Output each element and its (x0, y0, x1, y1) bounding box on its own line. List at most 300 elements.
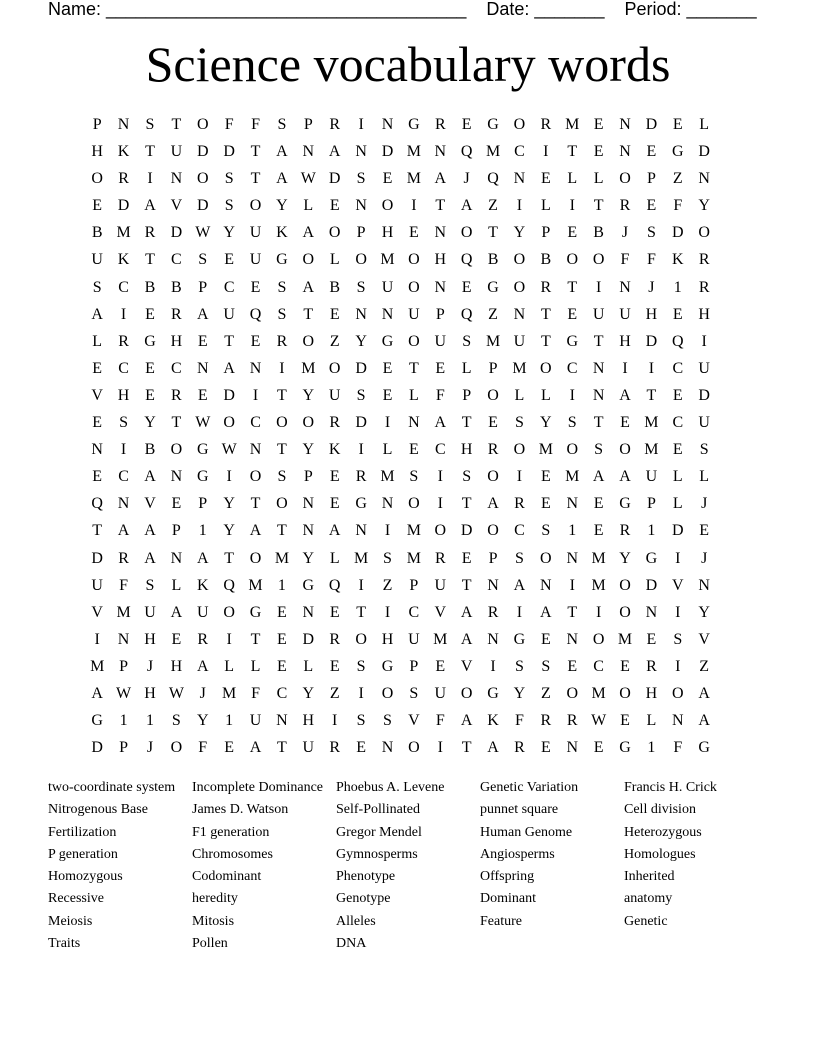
grid-letter: U (645, 468, 658, 486)
grid-letter: A (434, 414, 447, 432)
grid-letter: G (487, 278, 499, 296)
grid-letter: H (619, 332, 631, 350)
grid-letter: K (117, 143, 130, 161)
grid-letter: N (302, 495, 315, 513)
grid-letter: M (90, 657, 105, 675)
grid-letter: O (408, 495, 420, 513)
grid-letter: J (199, 684, 206, 702)
grid-letter: C (593, 657, 604, 675)
grid-letter: O (276, 414, 288, 432)
grid-letter: S (462, 332, 472, 350)
grid-letter: A (619, 386, 631, 404)
grid-letter: O (698, 224, 710, 242)
grid-letter: O (249, 549, 262, 567)
grid-letter: S (514, 549, 524, 567)
word-item: DNA (336, 936, 367, 952)
grid-letter: S (462, 468, 472, 486)
grid-row (84, 734, 744, 761)
grid-letter: N (381, 116, 394, 133)
grid-letter: R (514, 739, 525, 757)
grid-letter: E (461, 278, 472, 296)
grid-letter: I (358, 116, 364, 133)
grid-letter: M (406, 522, 421, 540)
grid-letter: O (672, 684, 684, 702)
grid-letter: E (145, 359, 155, 377)
grid-row (84, 626, 744, 653)
grid-letter: E (620, 712, 630, 730)
grid-letter: Y (513, 684, 526, 702)
grid-letter: L (461, 359, 472, 377)
grid-letter: M (116, 603, 131, 621)
grid-letter: O (302, 414, 315, 432)
grid-letter: N (381, 739, 394, 757)
grid-row (84, 328, 744, 355)
grid-letter: M (485, 332, 501, 350)
grid-letter: H (645, 684, 658, 702)
grid-letter: E (329, 657, 340, 675)
grid-letter: E (672, 441, 683, 459)
grid-letter: K (117, 251, 130, 269)
grid-letter: M (406, 143, 421, 161)
grid-letter: H (645, 305, 658, 323)
grid-letter: E (620, 414, 630, 432)
grid-row (84, 246, 744, 273)
grid-row (84, 111, 744, 138)
grid-letter: Z (540, 684, 551, 702)
grid-letter: O (355, 251, 367, 269)
grid-letter: N (117, 630, 130, 648)
grid-letter: G (672, 143, 684, 161)
grid-letter: E (646, 630, 657, 648)
grid-letter: R (540, 278, 552, 296)
grid-row (84, 274, 744, 301)
word-item: Heterozygous (624, 824, 702, 840)
grid-letter: E (224, 739, 235, 757)
grid-letter: N (698, 170, 710, 188)
grid-letter: E (408, 224, 419, 242)
grid-letter: R (118, 549, 129, 567)
word-column (624, 777, 768, 955)
grid-letter: P (119, 739, 129, 757)
grid-letter: C (118, 468, 129, 486)
grid-letter: Z (488, 197, 498, 215)
word-item: Recessive (48, 891, 104, 907)
grid-row (84, 301, 744, 328)
grid-letter: I (120, 441, 127, 459)
grid-letter: J (146, 657, 154, 675)
grid-letter: G (619, 495, 631, 513)
word-item: P generation (48, 846, 118, 862)
grid-letter: C (434, 441, 446, 459)
grid-letter: S (541, 657, 551, 675)
grid-letter: T (171, 116, 182, 133)
grid-letter: S (409, 684, 419, 702)
word-item: Genetic Variation (480, 780, 579, 795)
grid-row (84, 599, 744, 626)
grid-letter: H (117, 386, 130, 404)
grid-row (84, 409, 744, 436)
grid-letter: S (224, 197, 234, 215)
grid-letter: Y (302, 684, 315, 702)
grid-letter: U (408, 630, 420, 648)
grid-letter: C (171, 251, 182, 269)
grid-letter: S (409, 468, 419, 486)
grid-letter: E (540, 468, 551, 486)
grid-letter: U (91, 576, 103, 594)
grid-letter: D (302, 630, 315, 648)
grid-letter: F (251, 684, 260, 702)
grid-letter: E (593, 495, 604, 513)
grid-letter: O (513, 441, 526, 459)
grid-letter: O (302, 332, 315, 350)
grid-letter: 1 (277, 576, 286, 594)
grid-letter: S (514, 657, 524, 675)
grid-letter: N (698, 576, 710, 594)
grid-letter: H (144, 684, 156, 702)
grid-letter: M (248, 576, 263, 594)
grid-letter: O (566, 441, 578, 459)
grid-letter: O (487, 468, 499, 486)
grid-letter: E (620, 657, 630, 675)
grid-letter: G (249, 603, 262, 621)
word-item: Codominant (192, 869, 262, 885)
grid-letter: R (355, 468, 367, 486)
grid-letter: A (460, 603, 473, 621)
grid-letter: R (566, 712, 578, 730)
grid-letter: E (224, 251, 235, 269)
word-item: Genetic (624, 913, 668, 929)
grid-letter: C (276, 684, 288, 702)
grid-letter: J (648, 278, 655, 296)
grid-letter: M (380, 251, 395, 269)
grid-letter: E (382, 170, 393, 188)
word-item: Angiosperms (480, 846, 555, 862)
grid-letter: Q (460, 305, 473, 323)
grid-letter: B (171, 278, 182, 296)
grid-letter: L (514, 386, 525, 404)
grid-letter: E (593, 739, 604, 757)
grid-letter: T (435, 197, 446, 215)
grid-letter: M (644, 414, 659, 432)
grid-letter: C (514, 522, 525, 540)
grid-letter: G (196, 441, 209, 459)
grid-letter: B (144, 441, 156, 459)
grid-letter: O (619, 684, 631, 702)
grid-letter: L (224, 657, 235, 675)
grid-letter: S (224, 170, 234, 188)
grid-letter: I (569, 386, 575, 404)
grid-letter: S (646, 224, 656, 242)
grid-row (84, 490, 744, 517)
grid-letter: Q (460, 251, 473, 269)
grid-letter: U (170, 143, 183, 161)
grid-letter: D (223, 386, 235, 404)
grid-letter: A (249, 522, 262, 540)
word-item: Phoebus A. Levene (336, 780, 445, 795)
grid-letter: D (223, 143, 235, 161)
word-item: Offspring (480, 869, 535, 885)
word-column (192, 777, 336, 955)
grid-letter: E (699, 522, 710, 540)
grid-letter: D (698, 386, 710, 404)
grid-letter: T (224, 332, 235, 350)
grid-letter: 1 (673, 278, 682, 296)
grid-letter: V (144, 495, 156, 513)
grid-letter: I (411, 197, 417, 215)
grid-letter: M (644, 441, 659, 459)
grid-letter: D (698, 143, 710, 161)
grid-letter: G (513, 630, 526, 648)
grid-letter: O (540, 549, 552, 567)
grid-letter: S (699, 441, 709, 459)
grid-letter: J (146, 739, 154, 757)
grid-letter: O (91, 170, 103, 188)
grid-letter: D (355, 359, 367, 377)
grid-letter: Z (699, 657, 710, 675)
grid-letter: Y (302, 549, 315, 567)
grid-letter: S (356, 170, 366, 188)
grid-letter: P (409, 576, 419, 594)
grid-letter: I (252, 386, 259, 404)
grid-letter: L (171, 576, 182, 594)
grid-letter: T (277, 386, 287, 404)
grid-letter: O (592, 251, 605, 269)
grid-letter: T (593, 332, 604, 350)
grid-letter: S (198, 251, 208, 269)
grid-letter: A (698, 712, 710, 730)
grid-letter: G (408, 116, 420, 133)
grid-letter: U (144, 603, 156, 621)
grid-letter: I (543, 143, 549, 161)
grid-letter: I (701, 332, 707, 350)
grid-letter: R (487, 603, 499, 621)
grid-letter: N (592, 386, 605, 404)
grid-letter: Q (487, 170, 499, 188)
grid-letter: D (91, 549, 103, 567)
grid-letter: S (277, 278, 287, 296)
grid-row (84, 572, 744, 599)
grid-letter: R (619, 522, 631, 540)
grid-letter: N (170, 549, 183, 567)
grid-letter: C (672, 414, 684, 432)
grid-row (84, 680, 744, 707)
word-item: Nitrogenous Base (48, 802, 148, 818)
grid-letter: P (541, 224, 551, 242)
grid-letter: I (490, 657, 496, 675)
grid-letter: D (328, 170, 341, 188)
grid-letter: O (408, 251, 420, 269)
grid-letter: O (249, 197, 262, 215)
word-item: Francis H. Crick (624, 780, 717, 795)
grid-letter: R (434, 549, 446, 567)
grid-letter: Y (355, 332, 367, 350)
grid-letter: I (569, 197, 575, 215)
grid-letter: W (116, 684, 132, 702)
grid-letter: L (303, 197, 314, 215)
grid-letter: C (171, 359, 182, 377)
grid-letter: P (646, 495, 656, 513)
grid-letter: L (250, 657, 261, 675)
grid-letter: T (593, 414, 604, 432)
grid-letter: H (381, 224, 394, 242)
grid-letter: P (409, 657, 419, 675)
grid-letter: C (223, 278, 235, 296)
grid-row (84, 463, 744, 490)
grid-letter: I (358, 576, 364, 594)
grid-letter: U (91, 251, 103, 269)
grid-row (84, 653, 744, 680)
grid-letter: N (566, 739, 578, 757)
grid-letter: I (384, 414, 391, 432)
grid-letter: I (358, 441, 364, 459)
grid-letter: R (118, 332, 129, 350)
grid-letter: P (435, 305, 445, 323)
grid-letter: Z (672, 170, 683, 188)
grid-letter: O (328, 359, 341, 377)
grid-letter: A (302, 278, 315, 296)
word-item: Chromosomes (192, 846, 273, 862)
grid-letter: O (223, 603, 235, 621)
grid-row (84, 382, 744, 409)
grid-letter: F (620, 251, 630, 269)
word-item: Gymnosperms (336, 846, 418, 862)
grid-letter: I (437, 468, 443, 486)
grid-letter: U (592, 305, 605, 323)
word-item: F1 generation (192, 824, 270, 840)
grid-letter: N (619, 143, 631, 161)
word-item: Fertilization (48, 824, 117, 840)
grid-letter: R (144, 224, 156, 242)
grid-letter: M (222, 684, 237, 702)
grid-letter: O (487, 522, 499, 540)
grid-letter: T (277, 739, 287, 757)
grid-letter: E (567, 224, 578, 242)
grid-letter: O (408, 278, 420, 296)
grid-row (84, 436, 744, 463)
grid-letter: U (249, 251, 262, 269)
grid-letter: A (460, 712, 473, 730)
grid-letter: E (145, 305, 155, 323)
grid-row (84, 355, 744, 382)
grid-letter: H (460, 441, 473, 459)
grid-letter: I (120, 305, 127, 323)
grid-letter: T (277, 522, 287, 540)
grid-letter: N (487, 630, 499, 648)
grid-letter: U (619, 305, 631, 323)
grid-letter: W (221, 441, 237, 459)
grid-row (84, 165, 744, 192)
grid-letter: Y (513, 224, 526, 242)
grid-letter: E (171, 630, 182, 648)
grid-letter: L (92, 332, 103, 350)
grid-letter: Y (144, 414, 156, 432)
word-item: two-coordinate system (48, 780, 176, 795)
grid-letter: M (116, 224, 131, 242)
grid-letter: O (302, 251, 315, 269)
grid-letter: E (92, 468, 103, 486)
grid-letter: G (276, 251, 288, 269)
grid-letter: S (356, 712, 366, 730)
grid-letter: N (117, 116, 130, 133)
grid-letter: O (249, 468, 262, 486)
grid-letter: R (329, 630, 341, 648)
grid-letter: M (565, 116, 580, 133)
grid-letter: N (566, 630, 578, 648)
word-item: Meiosis (48, 913, 93, 929)
grid-letter: T (250, 170, 261, 188)
grid-letter: E (250, 278, 261, 296)
grid-letter: L (540, 386, 551, 404)
grid-letter: E (461, 549, 472, 567)
grid-letter: A (513, 576, 526, 594)
grid-letter: E (197, 332, 208, 350)
grid-letter: A (91, 305, 103, 323)
grid-letter: P (198, 495, 208, 513)
grid-letter: C (672, 359, 684, 377)
name-date-period-line: Name: ____________________________________ Date: _______ Period: _______ (48, 0, 757, 19)
grid-letter: M (274, 549, 290, 567)
grid-letter: E (540, 170, 551, 188)
grid-letter: A (328, 143, 341, 161)
grid-letter: T (540, 305, 551, 323)
grid-letter: L (303, 657, 314, 675)
grid-letter: E (92, 359, 103, 377)
grid-letter: M (617, 630, 633, 648)
grid-letter: O (460, 684, 473, 702)
grid-letter: P (462, 386, 472, 404)
grid-letter: R (434, 116, 446, 133)
grid-letter: L (646, 712, 657, 730)
grid-letter: S (277, 116, 287, 133)
grid-letter: R (118, 170, 129, 188)
grid-letter: H (91, 143, 103, 161)
word-item: Inherited (624, 869, 675, 885)
grid-letter: T (540, 332, 551, 350)
word-item: Traits (48, 936, 81, 952)
grid-letter: E (171, 495, 182, 513)
grid-letter: P (488, 549, 498, 567)
grid-letter: I (675, 657, 681, 675)
grid-letter: F (514, 712, 524, 730)
grid-letter: L (672, 468, 683, 486)
word-item: Human Genome (480, 824, 573, 840)
grid-letter: I (595, 278, 602, 296)
grid-letter: O (566, 684, 578, 702)
grid-letter: E (567, 657, 578, 675)
grid-letter: N (619, 278, 631, 296)
grid-letter: O (513, 278, 526, 296)
grid-letter: Y (223, 522, 235, 540)
grid-letter: O (460, 224, 473, 242)
grid-letter: A (302, 224, 315, 242)
grid-letter: A (592, 468, 605, 486)
grid-letter: Y (698, 197, 710, 215)
grid-letter: E (646, 197, 657, 215)
grid-letter: P (198, 278, 208, 296)
grid-letter: I (147, 170, 153, 188)
grid-letter: V (91, 386, 103, 404)
grid-letter: M (512, 359, 527, 377)
grid-letter: 1 (119, 712, 128, 730)
grid-letter: E (540, 630, 551, 648)
grid-letter: G (381, 332, 394, 350)
grid-letter: Y (276, 197, 288, 215)
grid-letter: R (197, 630, 209, 648)
grid-letter: N (302, 143, 315, 161)
grid-letter: Y (196, 712, 209, 730)
grid-letter: I (437, 739, 443, 757)
grid-letter: L (329, 251, 340, 269)
